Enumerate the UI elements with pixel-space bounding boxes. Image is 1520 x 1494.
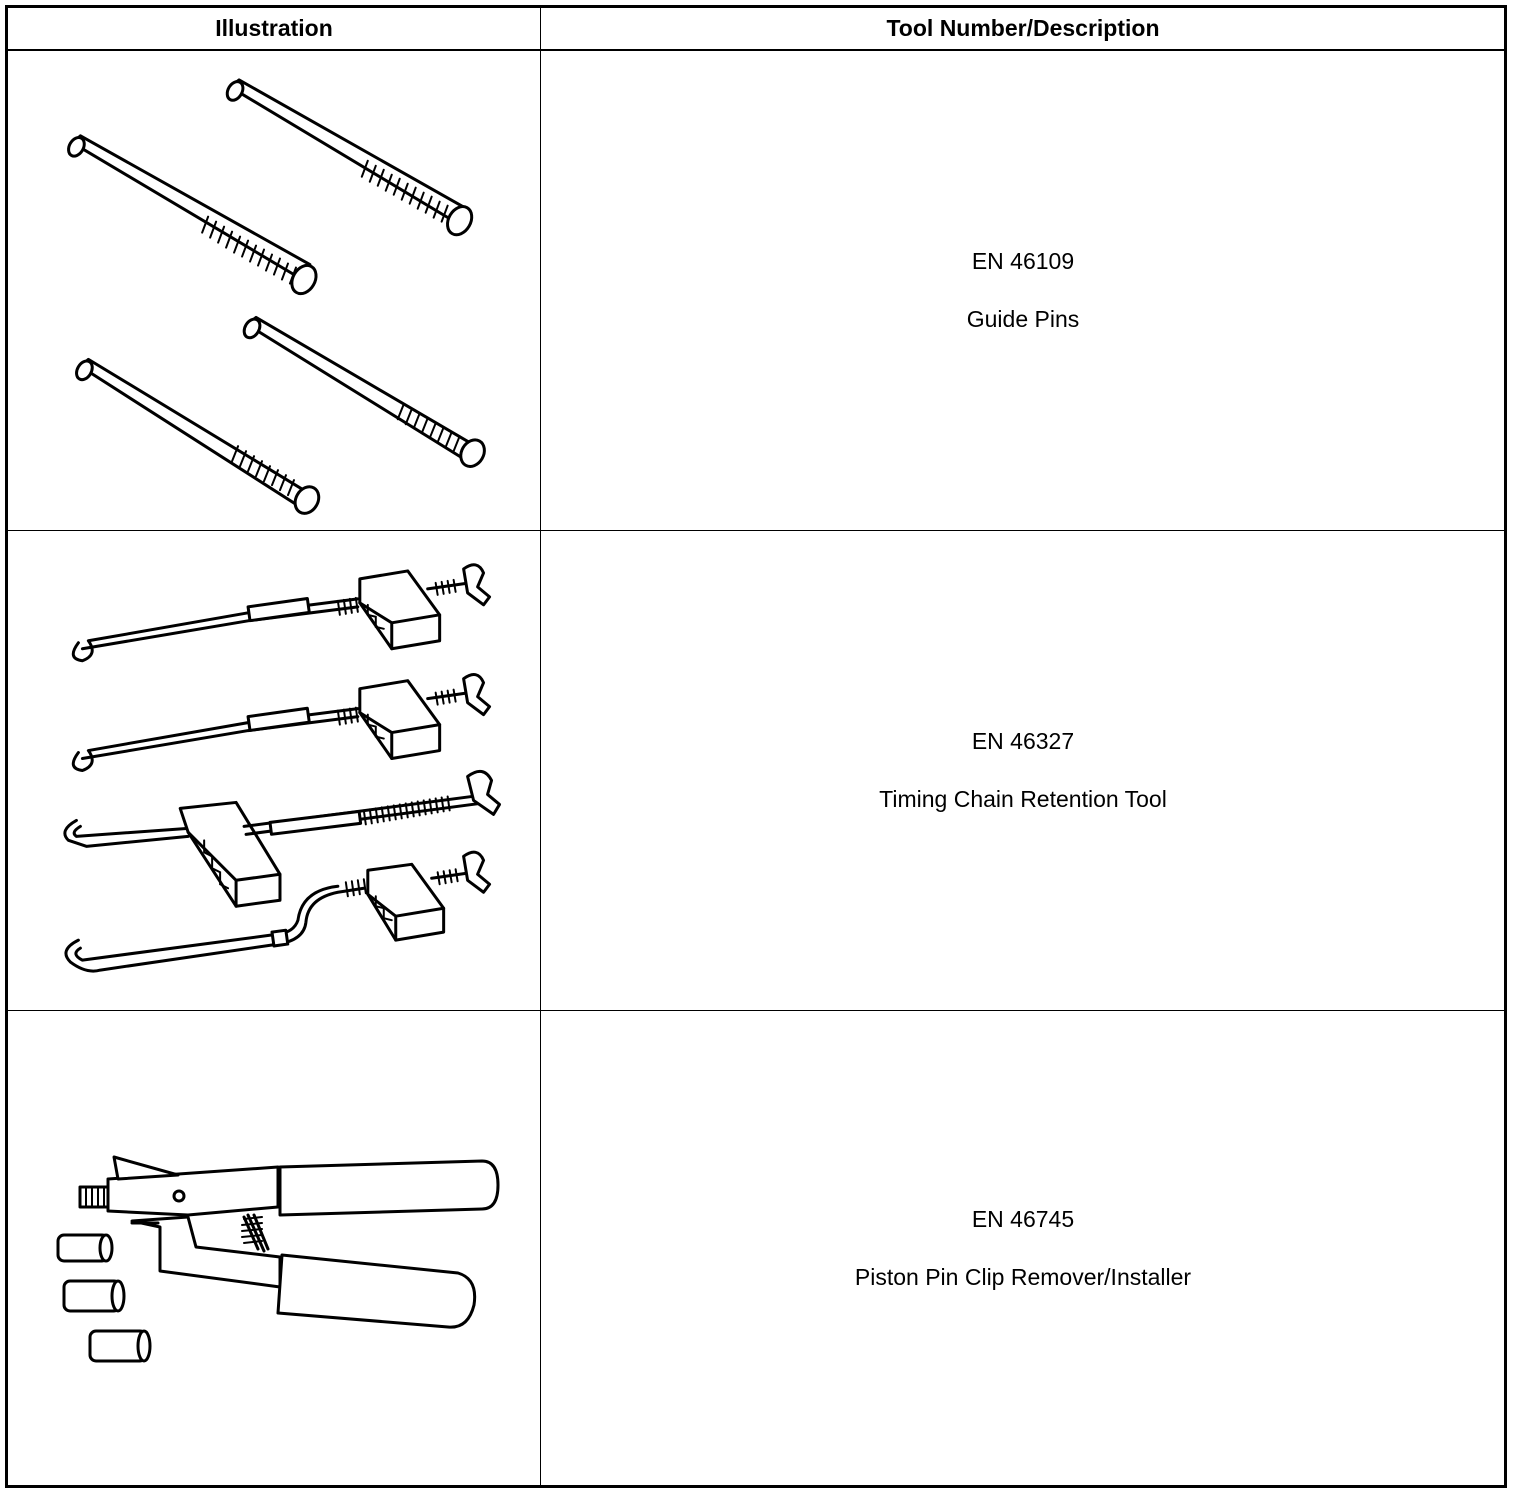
tool-table [5, 5, 1507, 1488]
tool-number: EN 46109 [971, 248, 1075, 274]
tool-description-cell [542, 531, 1504, 1010]
table-row [8, 51, 1504, 531]
retention-tool-assembly [73, 675, 489, 771]
plier-tool [80, 1157, 498, 1327]
clip-sleeve [90, 1331, 150, 1361]
tool-description-cell [542, 51, 1504, 530]
clip-sleeve [58, 1235, 112, 1261]
guide-pin [224, 79, 477, 239]
guide-pins-illustration [8, 51, 540, 530]
tool-description-cell [542, 1011, 1504, 1485]
timing-chain-retention-tool-illustration [8, 531, 540, 1010]
piston-pin-clip-tool-drawing [8, 1011, 540, 1485]
retention-tool-assembly [73, 565, 489, 661]
tool-number: EN 46745 [971, 1205, 1075, 1232]
table-row [8, 531, 1504, 1011]
guide-pin [73, 358, 323, 517]
tool-description: Guide Pins [966, 306, 1080, 332]
clip-sleeve [64, 1281, 124, 1311]
header-illustration: Illustration [215, 15, 333, 41]
tool-number: EN 46327 [971, 728, 1075, 754]
table-header-row [8, 8, 1504, 51]
tool-description: Piston Pin Clip Remover/Installer [854, 1263, 1192, 1290]
guide-pins-drawing [8, 51, 540, 530]
timing-chain-tool-drawing [8, 531, 540, 1010]
guide-pin [241, 316, 489, 470]
header-tool-number-description: Tool Number/Description [886, 15, 1160, 41]
tool-description: Timing Chain Retention Tool [879, 786, 1167, 812]
piston-pin-clip-tool-illustration [8, 1011, 540, 1485]
guide-pin [65, 135, 321, 298]
table-row [8, 1011, 1504, 1485]
retention-tool-assembly [65, 771, 500, 906]
